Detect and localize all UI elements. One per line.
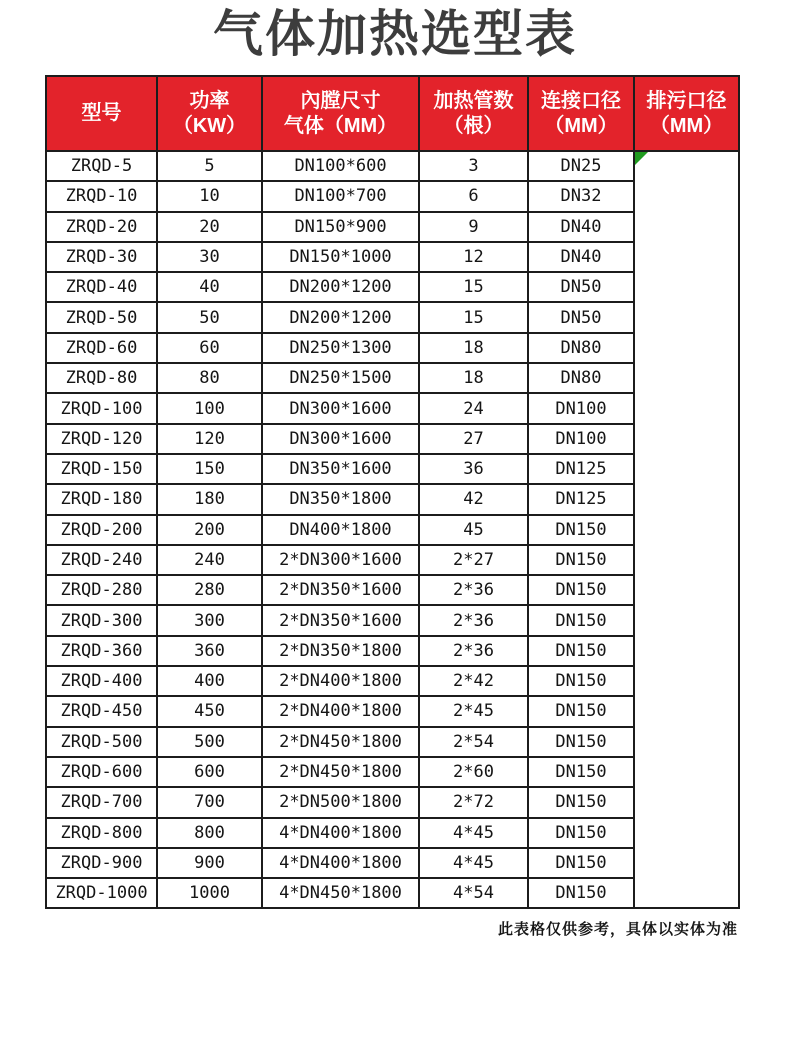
cell-connection: DN125 <box>528 454 634 484</box>
column-header-line1: 排污口径 <box>646 89 727 112</box>
cell-power: 200 <box>157 515 262 545</box>
cell-power: 500 <box>157 727 262 757</box>
cell-power: 360 <box>157 636 262 666</box>
column-header-drain <box>634 76 739 151</box>
cell-power: 80 <box>157 363 262 393</box>
cell-model: ZRQD-50 <box>46 302 157 332</box>
cell-power: 120 <box>157 424 262 454</box>
cell-size: DN400*1800 <box>262 515 419 545</box>
cell-connection: DN150 <box>528 727 634 757</box>
column-header-line1: 內膛尺寸 <box>300 89 381 112</box>
cell-tubes: 2*27 <box>419 545 528 575</box>
cell-size: DN200*1200 <box>262 272 419 302</box>
cell-tubes: 42 <box>419 484 528 514</box>
table-body <box>46 151 739 908</box>
footnote: 此表格仅供参考，具体以实体为准 <box>497 921 738 939</box>
cell-size: DN300*1600 <box>262 424 419 454</box>
cell-connection: DN150 <box>528 575 634 605</box>
cell-connection: DN150 <box>528 787 634 817</box>
page-title: 气体加热选型表 <box>213 6 577 62</box>
cell-tubes: 2*60 <box>419 757 528 787</box>
cell-model: ZRQD-30 <box>46 242 157 272</box>
cell-connection: DN150 <box>528 848 634 878</box>
cell-tubes: 2*45 <box>419 696 528 726</box>
cell-model: ZRQD-5 <box>46 151 157 181</box>
cell-power: 5 <box>157 151 262 181</box>
cell-tubes: 2*54 <box>419 727 528 757</box>
cell-connection: DN100 <box>528 424 634 454</box>
cell-size: 4*DN400*1800 <box>262 848 419 878</box>
cell-power: 300 <box>157 605 262 635</box>
cell-model: ZRQD-280 <box>46 575 157 605</box>
header-row <box>46 76 739 151</box>
cell-model: ZRQD-400 <box>46 666 157 696</box>
cell-power: 900 <box>157 848 262 878</box>
cell-model: ZRQD-60 <box>46 333 157 363</box>
column-header-size <box>262 76 419 151</box>
cell-model: ZRQD-240 <box>46 545 157 575</box>
column-header-connection <box>528 76 634 151</box>
cell-size: DN300*1600 <box>262 393 419 423</box>
cell-connection: DN150 <box>528 515 634 545</box>
cell-connection: DN50 <box>528 302 634 332</box>
column-header-line2: （根） <box>443 114 504 137</box>
cell-tubes: 36 <box>419 454 528 484</box>
cell-tubes: 12 <box>419 242 528 272</box>
cell-connection: DN150 <box>528 545 634 575</box>
cell-model: ZRQD-360 <box>46 636 157 666</box>
cell-power: 150 <box>157 454 262 484</box>
cell-power: 400 <box>157 666 262 696</box>
column-header-line2: （MM） <box>544 114 618 137</box>
cell-model: ZRQD-120 <box>46 424 157 454</box>
cell-model: ZRQD-800 <box>46 818 157 848</box>
cell-connection: DN32 <box>528 181 634 211</box>
cell-size: DN100*600 <box>262 151 419 181</box>
cell-size: DN100*700 <box>262 181 419 211</box>
column-header-line1: 加热管数 <box>433 89 514 112</box>
column-header-line2: （KW） <box>172 114 247 137</box>
cell-connection: DN150 <box>528 878 634 908</box>
cell-model: ZRQD-1000 <box>46 878 157 908</box>
column-header-line1: 功率 <box>189 89 230 112</box>
cell-model: ZRQD-100 <box>46 393 157 423</box>
cell-size: 4*DN450*1800 <box>262 878 419 908</box>
cell-model: ZRQD-450 <box>46 696 157 726</box>
column-header-line1: 型号 <box>81 102 122 124</box>
cell-model: ZRQD-300 <box>46 605 157 635</box>
cell-size: 4*DN400*1800 <box>262 818 419 848</box>
cell-connection: DN50 <box>528 272 634 302</box>
cell-model: ZRQD-700 <box>46 787 157 817</box>
gas-heater-selection-table <box>45 75 740 909</box>
cell-tubes: 4*45 <box>419 848 528 878</box>
column-header-line1: 连接口径 <box>541 89 621 112</box>
cell-size: 2*DN350*1600 <box>262 605 419 635</box>
cell-tubes: 2*42 <box>419 666 528 696</box>
cell-tubes: 15 <box>419 272 528 302</box>
cell-model: ZRQD-10 <box>46 181 157 211</box>
cell-tubes: 2*36 <box>419 636 528 666</box>
cell-size: 2*DN400*1800 <box>262 666 419 696</box>
cell-size: 2*DN300*1600 <box>262 545 419 575</box>
cell-tubes: 2*36 <box>419 575 528 605</box>
cell-drain-merged <box>634 151 739 908</box>
cell-power: 50 <box>157 302 262 332</box>
cell-model: ZRQD-150 <box>46 454 157 484</box>
cell-size: DN250*1300 <box>262 333 419 363</box>
cell-size: 2*DN450*1800 <box>262 757 419 787</box>
cell-connection: DN40 <box>528 212 634 242</box>
cell-power: 800 <box>157 818 262 848</box>
cell-tubes: 45 <box>419 515 528 545</box>
cell-size: DN350*1800 <box>262 484 419 514</box>
cell-connection: DN150 <box>528 696 634 726</box>
cell-power: 180 <box>157 484 262 514</box>
column-header-line2: 气体（MM） <box>283 114 398 137</box>
cell-connection: DN80 <box>528 363 634 393</box>
cell-connection: DN80 <box>528 333 634 363</box>
cell-power: 60 <box>157 333 262 363</box>
cell-size: 2*DN350*1600 <box>262 575 419 605</box>
cell-power: 450 <box>157 696 262 726</box>
table-header <box>46 76 739 151</box>
cell-model: ZRQD-600 <box>46 757 157 787</box>
cell-model: ZRQD-500 <box>46 727 157 757</box>
cell-size: DN250*1500 <box>262 363 419 393</box>
cell-connection: DN25 <box>528 151 634 181</box>
cell-connection: DN100 <box>528 393 634 423</box>
cell-tubes: 3 <box>419 151 528 181</box>
column-header-line2: （MM） <box>649 114 724 137</box>
cell-size: 2*DN400*1800 <box>262 696 419 726</box>
cell-size: DN350*1600 <box>262 454 419 484</box>
cell-tubes: 2*72 <box>419 787 528 817</box>
column-header-power <box>157 76 262 151</box>
cell-tubes: 4*54 <box>419 878 528 908</box>
cell-tubes: 6 <box>419 181 528 211</box>
column-header-tubes <box>419 76 528 151</box>
cell-model: ZRQD-80 <box>46 363 157 393</box>
cell-tubes: 9 <box>419 212 528 242</box>
cell-size: 2*DN350*1800 <box>262 636 419 666</box>
cell-tubes: 18 <box>419 333 528 363</box>
cell-power: 30 <box>157 242 262 272</box>
cell-connection: DN150 <box>528 636 634 666</box>
cell-power: 100 <box>157 393 262 423</box>
cell-model: ZRQD-200 <box>46 515 157 545</box>
cell-power: 20 <box>157 212 262 242</box>
cell-connection: DN150 <box>528 666 634 696</box>
column-header-model <box>46 76 157 151</box>
cell-power: 1000 <box>157 878 262 908</box>
cell-connection: DN40 <box>528 242 634 272</box>
cell-power: 700 <box>157 787 262 817</box>
cell-power: 280 <box>157 575 262 605</box>
cell-connection: DN150 <box>528 757 634 787</box>
cell-size: 2*DN450*1800 <box>262 727 419 757</box>
cell-tubes: 18 <box>419 363 528 393</box>
cell-model: ZRQD-900 <box>46 848 157 878</box>
cell-power: 240 <box>157 545 262 575</box>
cell-size: DN150*900 <box>262 212 419 242</box>
green-corner-marker-icon <box>635 152 648 165</box>
cell-power: 40 <box>157 272 262 302</box>
cell-connection: DN150 <box>528 605 634 635</box>
cell-power: 10 <box>157 181 262 211</box>
cell-connection: DN125 <box>528 484 634 514</box>
cell-connection: DN150 <box>528 818 634 848</box>
cell-model: ZRQD-40 <box>46 272 157 302</box>
cell-tubes: 4*45 <box>419 818 528 848</box>
cell-size: DN200*1200 <box>262 302 419 332</box>
cell-model: ZRQD-180 <box>46 484 157 514</box>
cell-tubes: 24 <box>419 393 528 423</box>
cell-tubes: 15 <box>419 302 528 332</box>
cell-model: ZRQD-20 <box>46 212 157 242</box>
cell-power: 600 <box>157 757 262 787</box>
cell-size: 2*DN500*1800 <box>262 787 419 817</box>
cell-size: DN150*1000 <box>262 242 419 272</box>
table-row <box>46 151 739 181</box>
cell-tubes: 2*36 <box>419 605 528 635</box>
cell-tubes: 27 <box>419 424 528 454</box>
